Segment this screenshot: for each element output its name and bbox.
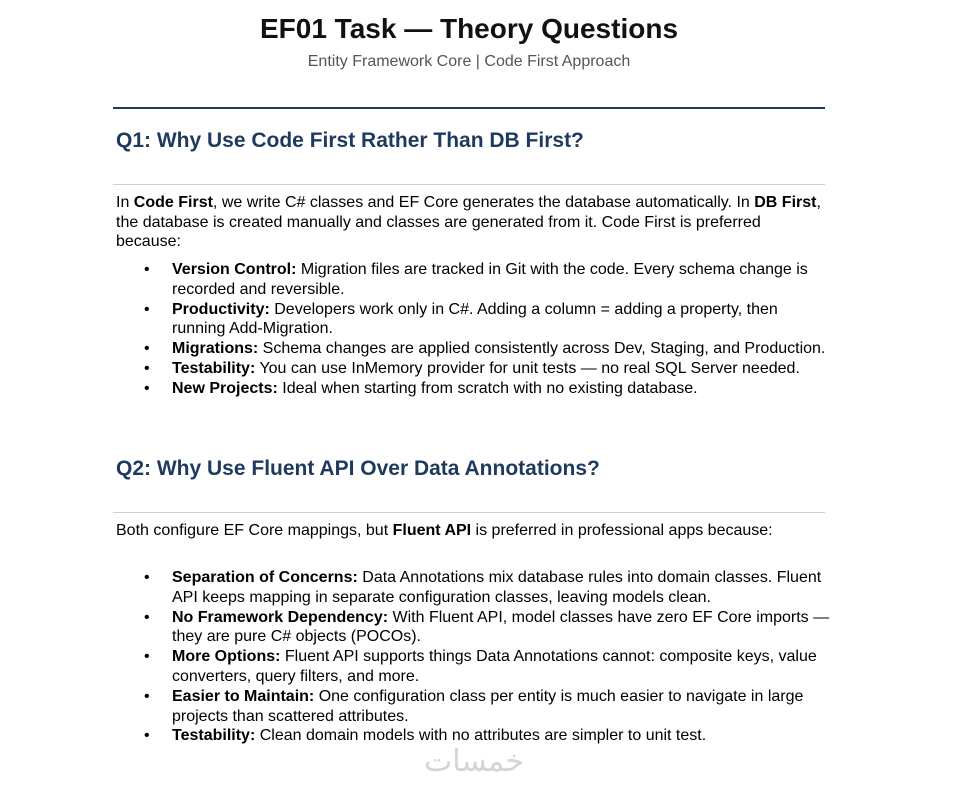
document-title: EF01 Task — Theory Questions — [259, 13, 679, 44]
bullet-dot-icon: • — [144, 569, 150, 586]
bullet-text: Developers work only in C#. Adding a column = adding a property, then running Add-Migration. — [172, 300, 778, 338]
bullet-item — [116, 568, 830, 608]
bullet-term: Testability: — [172, 359, 256, 377]
bullet-item — [116, 608, 830, 648]
intro-bold-term: Code First — [133, 194, 213, 211]
intro-text: In — [116, 194, 134, 211]
bullet-text: Migration files are tracked in Git with the code. Every schema change is recorded and reversible. — [172, 261, 808, 298]
bullet-list-q1 — [116, 260, 830, 399]
bullet-text: One configuration class per entity is much easier to navigate in large projects than scattered attributes. — [172, 687, 804, 725]
bullet-dot-icon: • — [144, 687, 150, 705]
bullet-dot-icon: • — [144, 340, 150, 358]
bullet-term: Testability: — [172, 727, 256, 745]
watermark-logo: خمسات — [424, 744, 525, 779]
bullet-text: Schema changes are applied consistently across Dev, Staging, and Production. — [258, 340, 826, 358]
section-heading-q2: Q2: Why Use Fluent API Over Data Annotations? — [116, 457, 600, 480]
section-heading-q1: Q1: Why Use Code First Rather Than DB First? — [116, 129, 584, 152]
bullet-item — [116, 359, 830, 379]
section-divider-q1 — [113, 184, 825, 185]
bullet-item — [116, 379, 830, 399]
bullet-term: Productivity: — [172, 300, 270, 318]
intro-bold-term: Fluent API — [392, 522, 472, 539]
bullet-dot-icon: • — [144, 379, 150, 397]
intro-text: Both configure EF Core mappings, but — [116, 522, 393, 539]
bullet-list-q2 — [116, 568, 830, 746]
bullet-term: Version Control: — [172, 261, 297, 278]
bullet-item — [116, 339, 830, 359]
bullet-text: Clean domain models with no attributes are simpler to unit test. — [255, 727, 707, 745]
bullet-term: More Options: — [172, 648, 281, 666]
bullet-item — [116, 300, 830, 340]
bullet-item — [116, 687, 830, 727]
intro-text: is preferred in professional apps because: — [471, 522, 773, 539]
section-intro-q1 — [116, 193, 826, 252]
title-divider — [113, 107, 825, 109]
bullet-dot-icon: • — [144, 648, 150, 666]
bullet-term: Easier to Maintain: — [172, 687, 315, 705]
bullet-dot-icon: • — [144, 608, 150, 626]
bullet-text: Data Annotations mix database rules into domain classes. Fluent API keeps mapping in separate configuration classes, leaving models clean. — [172, 569, 822, 606]
intro-text: , we write C# classes and EF Core generates the database automatically. In — [212, 194, 755, 211]
bullet-item — [116, 260, 830, 300]
document-subtitle: Entity Framework Core | Code First Approach — [307, 53, 631, 70]
bullet-term: Migrations: — [172, 340, 259, 358]
bullet-dot-icon: • — [144, 727, 150, 745]
intro-text: , the database is created manually and classes are generated from it. Code First is preferred because: — [116, 194, 821, 250]
bullet-term: Separation of Concerns: — [172, 569, 358, 586]
bullet-dot-icon: • — [144, 261, 150, 278]
section-divider-q2 — [113, 512, 825, 513]
bullet-term: No Framework Dependency: — [172, 608, 389, 626]
bullet-item — [116, 647, 830, 687]
bullet-text: With Fluent API, model classes have zero EF Core imports — they are pure C# objects (POCOs). — [172, 608, 830, 646]
bullet-dot-icon: • — [144, 300, 150, 318]
bullet-dot-icon: • — [144, 359, 150, 377]
bullet-term: New Projects: — [172, 379, 278, 397]
bullet-text: You can use InMemory provider for unit tests — no real SQL Server needed. — [255, 359, 800, 377]
intro-bold-term: DB First — [754, 194, 817, 211]
bullet-text: Fluent API supports things Data Annotations cannot: composite keys, value converters, query filters, and more. — [172, 648, 817, 685]
bullet-text: Ideal when starting from scratch with no existing database. — [277, 379, 698, 397]
section-intro-q2 — [116, 521, 826, 541]
